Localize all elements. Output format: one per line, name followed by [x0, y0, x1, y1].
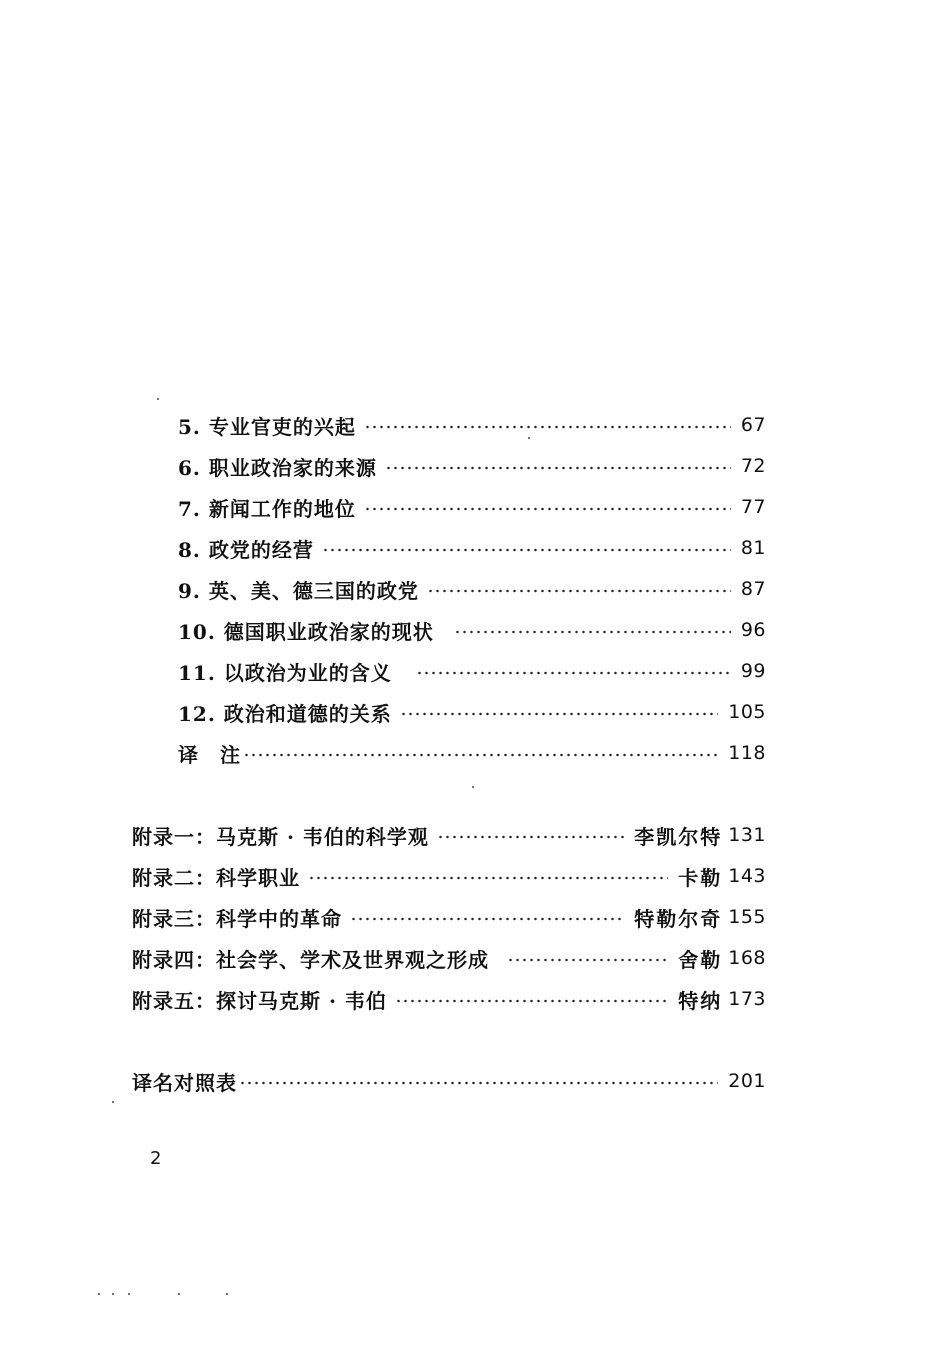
toc-entry-author: 李凯尔特: [634, 824, 723, 849]
toc-entry-author: 卡勒: [678, 865, 723, 890]
toc-entry: [178, 492, 766, 522]
toc-entry-page: 87: [740, 578, 766, 600]
toc-entry-page: 168: [728, 947, 766, 969]
scan-speck: [128, 1293, 130, 1295]
toc-entry-page: 105: [728, 701, 766, 723]
toc-entry-page: 96: [740, 619, 766, 641]
toc-entry: [178, 410, 766, 440]
toc-entry-page: 155: [728, 906, 766, 928]
toc-entry-title: 6. 职业政治家的来源: [178, 455, 377, 480]
toc-entry-title: 附录一：马克斯 · 韦伯的科学观: [132, 824, 429, 849]
dot-leader: [364, 507, 731, 511]
toc-entry: [178, 615, 766, 645]
toc-appendix-entry: [132, 902, 766, 932]
page-number: 2: [150, 1148, 162, 1169]
scan-speck: [178, 1293, 180, 1295]
toc-entry-page: 72: [740, 455, 766, 477]
toc-entry: [178, 451, 766, 481]
toc-entry-page: 143: [728, 865, 766, 887]
toc-entry-title: 译名对照表: [132, 1070, 237, 1095]
toc-entry: [178, 738, 766, 768]
toc-entry-page: 81: [740, 537, 766, 559]
toc-entry: [178, 533, 766, 563]
toc-entry-author: 舍勒: [678, 947, 723, 972]
scan-speck: [98, 1293, 100, 1295]
toc-entry-title: 9. 英、美、德三国的政党: [178, 578, 419, 603]
dot-leader: [364, 425, 731, 429]
dot-leader: [350, 917, 624, 921]
dot-leader: [308, 876, 668, 880]
toc-entry-page: 67: [740, 414, 766, 436]
toc-entry-title: 附录三：科学中的革命: [132, 906, 342, 931]
dot-leader: [437, 835, 624, 839]
toc-entry-page: 118: [728, 742, 766, 764]
dot-leader: [507, 958, 668, 962]
scan-speck: [472, 786, 474, 788]
toc-entry-page: 201: [728, 1070, 766, 1092]
dot-leader: [395, 999, 668, 1003]
scan-speck: [112, 1101, 114, 1103]
toc-entry-author: 特纳: [678, 988, 723, 1013]
toc-entry-author: 特勒尔奇: [634, 906, 723, 931]
toc-entry-title: 12. 政治和道德的关系: [178, 701, 392, 726]
toc-entry-page: 77: [740, 496, 766, 518]
scan-speck: [112, 1293, 114, 1295]
toc-glossary-entry: [132, 1066, 766, 1096]
toc-entry-title: 8. 政党的经营: [178, 537, 314, 562]
scan-speck: [226, 1293, 228, 1295]
toc-entry-title: 附录二：科学职业: [132, 865, 300, 890]
toc-entry-title: 译 注: [178, 742, 241, 767]
dot-leader: [239, 1081, 718, 1085]
toc-entry: [178, 574, 766, 604]
dot-leader: [243, 753, 718, 757]
dot-leader: [427, 589, 731, 593]
scan-speck: [528, 437, 530, 439]
toc-appendix-entry: [132, 861, 766, 891]
toc-appendix-entry: [132, 984, 766, 1014]
toc-entry-title: 5. 专业官吏的兴起: [178, 414, 356, 439]
dot-leader: [400, 712, 718, 716]
toc-entry-page: 131: [728, 824, 766, 846]
toc-entry-title: 附录四：社会学、学术及世界观之形成: [132, 947, 489, 972]
toc-appendix-entry: [132, 820, 766, 850]
toc-entry-title: 附录五：探讨马克斯 · 韦伯: [132, 988, 387, 1013]
toc-appendix-entry: [132, 943, 766, 973]
toc-entry-page: 99: [740, 660, 766, 682]
scan-speck: [157, 398, 159, 400]
dot-leader: [416, 671, 731, 675]
dot-leader: [385, 466, 731, 470]
toc-entry-page: 173: [728, 988, 766, 1010]
toc-entry-title: 10. 德国职业政治家的现状: [178, 619, 434, 644]
dot-leader: [454, 630, 731, 634]
toc-entry: [178, 656, 766, 686]
toc-entry-title: 11. 以政治为业的含义: [178, 660, 392, 685]
toc-entry-title: 7. 新闻工作的地位: [178, 496, 356, 521]
toc-entry: [178, 697, 766, 727]
dot-leader: [322, 548, 731, 552]
